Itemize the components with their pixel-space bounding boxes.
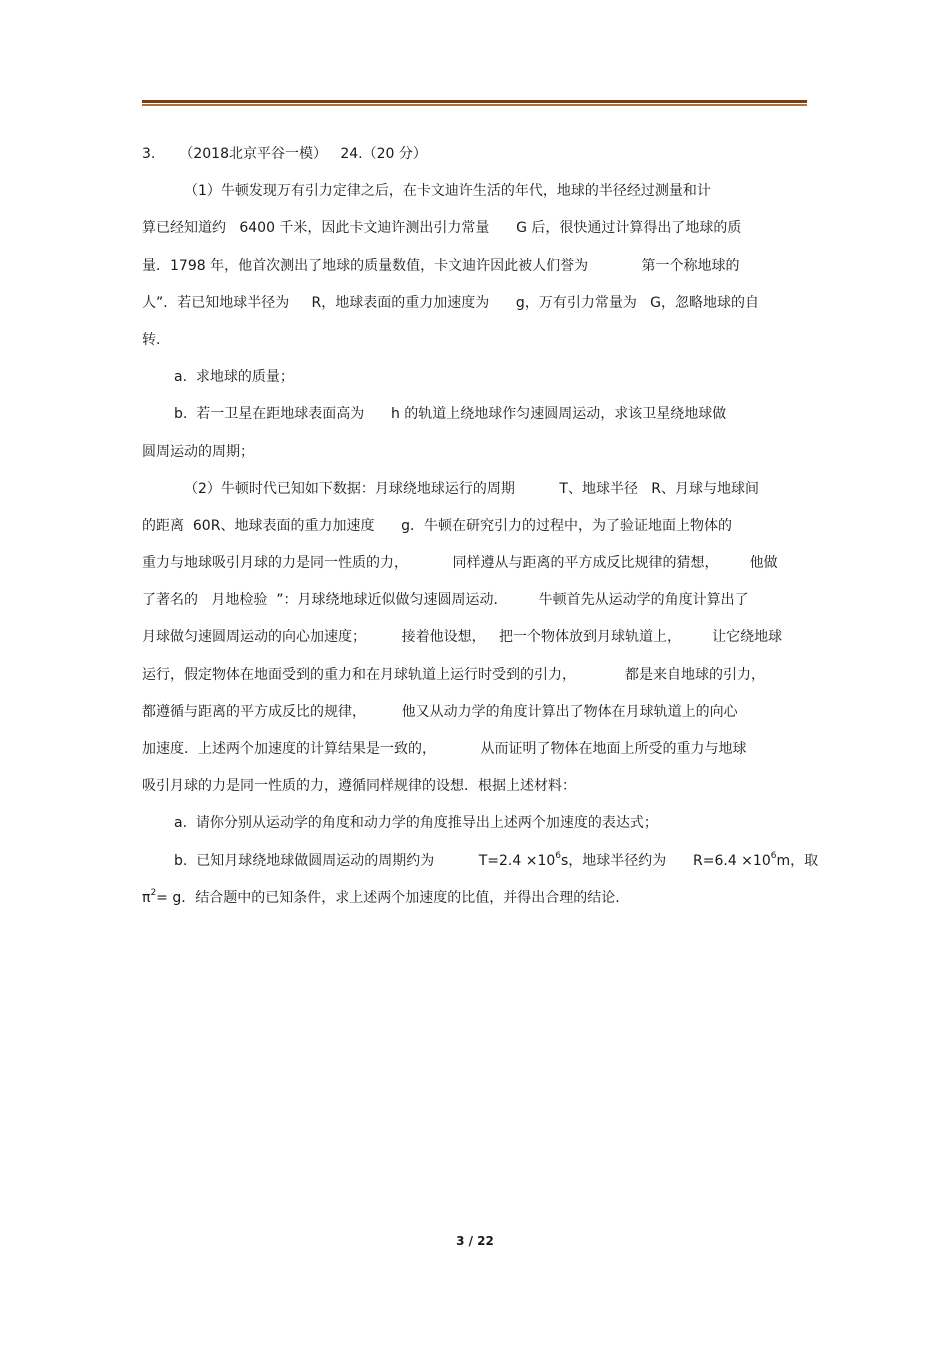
part2-line: 加速度．上述两个加速度的计算结果是一致的， 从而证明了物体在地面上所受的重力与地球 xyxy=(142,741,747,757)
exponent: 6 xyxy=(770,850,777,861)
document-body xyxy=(142,136,819,917)
part2-line: 的距离 60R、地球表面的重力加速度 g．牛顿在研究引力的过程中，为了验证地面上物体的 xyxy=(142,517,733,534)
question-heading xyxy=(142,136,807,173)
part1-subq-b-cont: 圆周运动的周期； xyxy=(142,443,254,460)
part2-line: 都遵循与距离的平方成反比的规律， 他又从动力学的角度计算出了物体在月球轨道上的向心 xyxy=(142,703,738,720)
part1-subq-b: b. 若一卫星在距地球表面高为 h 的轨道上绕地球作匀速圆周运动，求该卫星绕地球做 xyxy=(174,406,727,423)
part2-subq-b-cont xyxy=(142,880,807,917)
part1-line: 转. xyxy=(142,331,161,348)
part1-line: 量．1798 年，他首次测出了地球的质量数值，卡文迪许因此被人们誉为 第一个称地球的 xyxy=(142,257,740,274)
exponent: 2 xyxy=(150,887,157,898)
part2-line: 吸引月球的力是同一性质的力，遵循同样规律的设想．根据上述材料： xyxy=(142,778,576,795)
part2-line: 重力与地球吸引月球的力是同一性质的力， 同样遵从与距离的平方成反比规律的猜想， 他做 xyxy=(142,555,778,572)
part2-line: （2）牛顿时代已知如下数据：月球绕地球运行的周期 T、地球半径 R、月球与地球间 xyxy=(184,480,760,497)
question-number: 3. xyxy=(142,146,156,162)
part1-line: 人”．若已知地球半径为 R，地球表面的重力加速度为 g，万有引力常量为 G，忽略地球的自 xyxy=(142,294,760,311)
formula-text: b. 已知月球绕地球做圆周运动的周期约为 T=2.4 ×10 xyxy=(174,852,556,869)
part1-line: 算已经知道约 6400 千米，因此卡文迪许测出引力常量 G 后，很快通过计算得出了地球的质 xyxy=(142,220,742,237)
part1-line: （1）牛顿发现万有引力定律之后，在卡文迪许生活的年代，地球的半径经过测量和计 xyxy=(184,183,711,200)
page-number: 3 / 22 xyxy=(456,1234,494,1248)
formula-text: m，取 xyxy=(776,852,819,869)
exponent: 6 xyxy=(555,850,562,861)
part2-subq-b xyxy=(142,843,819,880)
formula-text: s，地球半径约为 R=6.4 ×10 xyxy=(561,852,771,869)
question-source: （2018北京平谷一模） 24.（20 分） xyxy=(179,146,427,162)
part2-line: 运行，假定物体在地面受到的重力和在月球轨道上运行时受到的引力， 都是来自地球的引力， xyxy=(142,666,765,683)
part1-subq-a: a. 求地球的质量； xyxy=(174,369,294,386)
part2-line: 了著名的 月地检验 ”：月球绕地球近似做匀速圆周运动． 牛顿首先从运动学的角度计算出了 xyxy=(142,592,749,609)
part2-line: 月球做匀速圆周运动的向心加速度； 接着他设想， 把一个物体放到月球轨道上， 让它绕地球 xyxy=(142,629,783,646)
formula-text: = g．结合题中的已知条件，求上述两个加速度的比值，并得出合理的结论. xyxy=(156,889,620,906)
pi-symbol: π xyxy=(142,889,151,906)
part2-subq-a: a. 请你分别从运动学的角度和动力学的角度推导出上述两个加速度的表达式； xyxy=(174,815,658,832)
header-rule xyxy=(142,100,807,106)
